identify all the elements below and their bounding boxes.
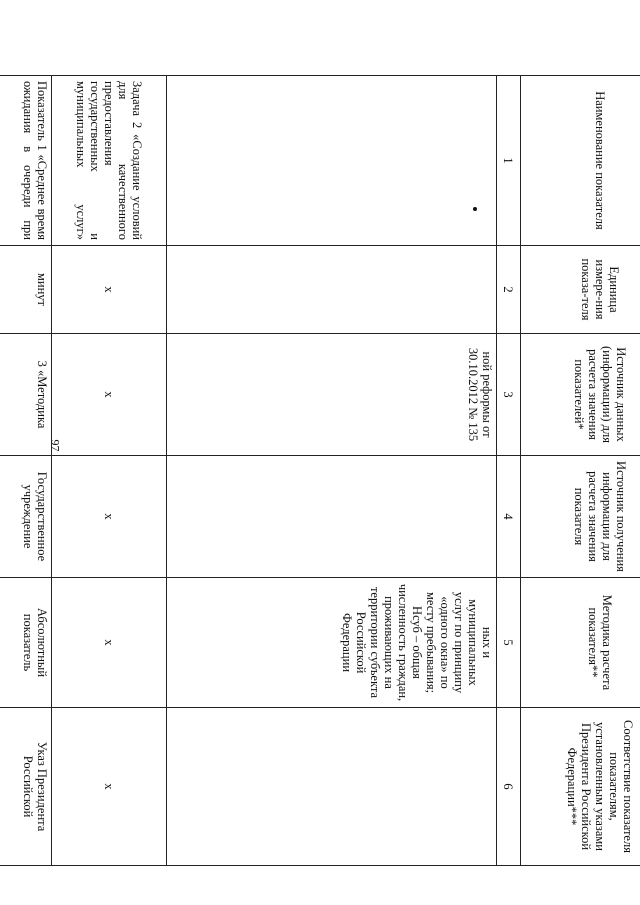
cell-name — [167, 76, 496, 246]
header-unit: Единица измере-ния показа-теля — [521, 246, 640, 334]
scan-dot — [473, 207, 477, 211]
header-row — [521, 76, 640, 866]
column-number: 3 — [496, 334, 521, 456]
header-method: Методика расчета показателя** — [521, 578, 640, 708]
cell-info-source: x — [52, 456, 167, 578]
column-number-row — [496, 76, 521, 866]
header-info-source: Источник получения информации для расчета значения показателя — [521, 456, 640, 578]
indicators-table — [0, 75, 640, 866]
header-name: Наименование показателя — [521, 76, 640, 246]
cell-info-source — [167, 456, 496, 578]
table-row — [167, 76, 496, 866]
cell-unit: минут — [0, 246, 52, 334]
column-number: 4 — [496, 456, 521, 578]
column-number: 5 — [496, 578, 521, 708]
cell-unit — [167, 246, 496, 334]
cell-info-source: Государственное учреждение — [0, 456, 52, 578]
cell-data-source: ной реформы от 30.10.2012 № 135 — [167, 334, 496, 456]
column-number: 1 — [496, 76, 521, 246]
cell-method: x — [52, 578, 167, 708]
header-compliance: Соответствие показателя показателям, установленным указами Президента Российской Федерации*** — [521, 708, 640, 866]
cell-data-source: 3 «Методика — [0, 334, 52, 456]
cell-method: ных и муниципальных услуг по принципу «одного окна» по месту пребывания; Hсуб – общая численность граждан, проживающих на территории субъекта Российской Федерации — [167, 578, 496, 708]
header-data-source: Источник данных (информации) для расчета значения показателей* — [521, 334, 640, 456]
column-number: 2 — [496, 246, 521, 334]
cell-name: Показатель 1 «Среднее время ожидания в очереди при — [0, 76, 52, 246]
rotated-table-sheet — [0, 75, 640, 865]
cell-name: Задача 2 «Создание условий для качественного предоставления государственных и муниципальных услуг» — [52, 76, 167, 246]
cell-method: Абсолютный показатель — [0, 578, 52, 708]
page-number: 97 — [48, 439, 63, 452]
table-row — [52, 76, 167, 866]
column-number: 6 — [496, 708, 521, 866]
cell-compliance: Указ Президента Российской — [0, 708, 52, 866]
cell-compliance — [167, 708, 496, 866]
cell-compliance: x — [52, 708, 167, 866]
cell-unit: x — [52, 246, 167, 334]
table-row — [0, 76, 52, 866]
cell-data-source: x — [52, 334, 167, 456]
